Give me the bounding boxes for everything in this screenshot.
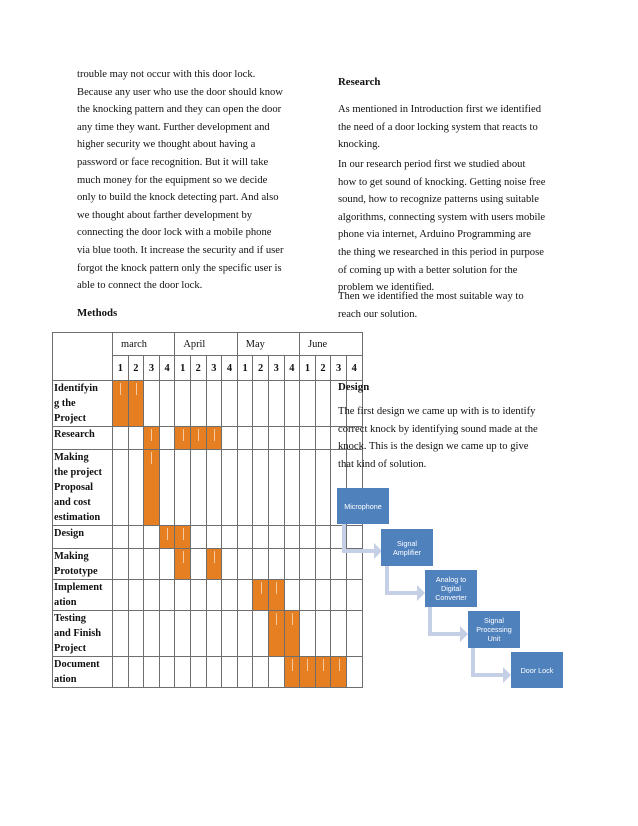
corner-cell: [53, 333, 113, 381]
gantt-empty-cell: [253, 427, 269, 450]
flow-step-signal-amplifier: Signal Amplifier: [381, 529, 433, 566]
gantt-empty-cell: [300, 549, 316, 580]
gantt-empty-cell: [113, 611, 129, 657]
gantt-empty-cell: [144, 611, 160, 657]
gantt-bar-cell: [206, 549, 222, 580]
gantt-empty-cell: [346, 611, 362, 657]
flow-arrow-2: [385, 566, 425, 601]
week-number-cell: 3: [268, 356, 284, 381]
task-label: [53, 657, 113, 688]
task-label-line: g the: [54, 398, 76, 409]
gantt-empty-cell: [190, 381, 206, 427]
gantt-empty-cell: [113, 549, 129, 580]
gantt-empty-cell: [206, 657, 222, 688]
task-label: [53, 549, 113, 580]
month-label: May: [237, 333, 299, 356]
gantt-empty-cell: [331, 611, 347, 657]
gantt-empty-cell: [113, 450, 129, 526]
gantt-empty-cell: [253, 450, 269, 526]
task-label-line: Implement: [54, 582, 103, 593]
gantt-empty-cell: [300, 580, 316, 611]
task-label: [53, 580, 113, 611]
text-line: password or face recognition. But it will take: [77, 156, 269, 168]
gantt-bar-cell: [331, 657, 347, 688]
gantt-task-row: [53, 580, 363, 611]
gantt-empty-cell: [268, 381, 284, 427]
research-paragraph-3: [338, 288, 578, 323]
gantt-empty-cell: [253, 381, 269, 427]
gantt-empty-cell: [128, 580, 144, 611]
gantt-bar-cell: [284, 611, 300, 657]
week-number-cell: 2: [253, 356, 269, 381]
gantt-task-row: [53, 526, 363, 549]
gantt-empty-cell: [268, 526, 284, 549]
gantt-empty-cell: [206, 580, 222, 611]
text-line: correct knock by identifying sound made at the: [338, 423, 538, 435]
text-line: problem we identified.: [338, 282, 435, 294]
task-label-line: estimation: [54, 512, 101, 523]
task-label-line: Making: [54, 452, 89, 463]
week-number-cell: 4: [159, 356, 175, 381]
research-heading: Research: [338, 76, 381, 88]
flow-arrow-4: [471, 648, 511, 683]
gantt-empty-cell: [175, 580, 191, 611]
gantt-empty-cell: [159, 611, 175, 657]
gantt-empty-cell: [206, 611, 222, 657]
gantt-empty-cell: [128, 611, 144, 657]
gantt-bar-cell: [175, 427, 191, 450]
gantt-empty-cell: [206, 450, 222, 526]
design-paragraph: [338, 403, 578, 473]
gantt-empty-cell: [237, 549, 253, 580]
left-continuation-paragraph: [77, 66, 317, 295]
text-line: algorithms, connecting system with users mobile: [338, 211, 546, 223]
flow-step-door-lock: Door Lock: [511, 652, 563, 688]
week-number-cell: 2: [315, 356, 331, 381]
month-label: April: [175, 333, 237, 356]
gantt-empty-cell: [331, 549, 347, 580]
gantt-empty-cell: [300, 427, 316, 450]
gantt-empty-cell: [206, 381, 222, 427]
gantt-bar-cell: [315, 657, 331, 688]
gantt-empty-cell: [144, 657, 160, 688]
gantt-empty-cell: [222, 450, 238, 526]
gantt-empty-cell: [300, 526, 316, 549]
gantt-empty-cell: [144, 381, 160, 427]
text-line: the thing we researched in this period in purpose: [338, 246, 544, 258]
gantt-bar-cell: [113, 381, 129, 427]
gantt-empty-cell: [113, 526, 129, 549]
week-number-cell: 4: [346, 356, 362, 381]
gantt-empty-cell: [253, 657, 269, 688]
text-line: sound, how to recognize patterns using suitable: [338, 194, 539, 206]
gantt-empty-cell: [128, 427, 144, 450]
text-line: In our research period first we studied about: [338, 159, 526, 170]
text-line: higher security we thought about having a: [77, 139, 256, 151]
task-label: [53, 611, 113, 657]
flow-step-signal-processing-unit: Signal Processing Unit: [468, 611, 520, 648]
gantt-empty-cell: [268, 657, 284, 688]
gantt-empty-cell: [331, 580, 347, 611]
gantt-task-row: [53, 381, 363, 427]
gantt-empty-cell: [268, 549, 284, 580]
gantt-empty-cell: [144, 580, 160, 611]
gantt-bar-cell: [159, 526, 175, 549]
gantt-empty-cell: [315, 611, 331, 657]
gantt-bar-cell: [268, 611, 284, 657]
gantt-empty-cell: [190, 657, 206, 688]
week-number-cell: 1: [300, 356, 316, 381]
research-paragraph-1: [338, 101, 578, 154]
week-number-cell: 3: [144, 356, 160, 381]
text-line: of coming up with a better solution for the: [338, 264, 518, 276]
gantt-chart-table: [52, 332, 363, 688]
gantt-empty-cell: [284, 580, 300, 611]
gantt-bar-cell: [128, 381, 144, 427]
gantt-empty-cell: [175, 381, 191, 427]
gantt-empty-cell: [175, 611, 191, 657]
gantt-empty-cell: [315, 580, 331, 611]
gantt-bar-cell: [175, 549, 191, 580]
gantt-empty-cell: [159, 657, 175, 688]
gantt-empty-cell: [237, 657, 253, 688]
gantt-empty-cell: [268, 427, 284, 450]
gantt-empty-cell: [284, 381, 300, 427]
text-line: we thought about farther development by: [77, 209, 253, 221]
gantt-bar-cell: [144, 427, 160, 450]
task-label-line: and Finish: [54, 628, 102, 639]
task-label-line: ation: [54, 674, 77, 685]
text-line: trouble may not occur with this door lock.: [77, 69, 256, 80]
task-label-line: Project: [54, 643, 87, 654]
text-line: much money for the equipment so we decide: [77, 174, 268, 186]
gantt-empty-cell: [175, 657, 191, 688]
task-label-line: Document: [54, 659, 100, 670]
gantt-empty-cell: [222, 427, 238, 450]
flow-step-microphone: Microphone: [337, 488, 389, 524]
gantt-empty-cell: [222, 381, 238, 427]
task-label-line: Research: [54, 429, 95, 440]
gantt-empty-cell: [237, 450, 253, 526]
gantt-empty-cell: [300, 450, 316, 526]
flow-step-adc: Analog to Digital Converter: [425, 570, 477, 607]
task-label: [53, 450, 113, 526]
gantt-empty-cell: [128, 657, 144, 688]
task-label-line: and cost: [54, 497, 91, 508]
week-number-cell: 3: [331, 356, 347, 381]
text-line: phone via internet, Arduino Programming are: [338, 229, 531, 241]
gantt-task-row: [53, 450, 363, 526]
gantt-empty-cell: [237, 580, 253, 611]
task-label: [53, 381, 113, 427]
gantt-empty-cell: [284, 450, 300, 526]
gantt-empty-cell: [222, 580, 238, 611]
gantt-empty-cell: [253, 526, 269, 549]
gantt-empty-cell: [284, 549, 300, 580]
task-label: [53, 427, 113, 450]
gantt-empty-cell: [128, 549, 144, 580]
task-label-line: Testing: [54, 613, 86, 624]
month-label: June: [300, 333, 362, 356]
task-label-line: the project: [54, 467, 102, 478]
gantt-empty-cell: [284, 526, 300, 549]
task-label: [53, 526, 113, 549]
gantt-empty-cell: [190, 549, 206, 580]
gantt-bar-cell: [268, 580, 284, 611]
gantt-bar-cell: [144, 450, 160, 526]
task-label-line: ation: [54, 597, 77, 608]
design-heading: Design: [338, 381, 370, 393]
month-header-row: [53, 333, 363, 356]
text-line: The first design we came up with is to identify: [338, 406, 536, 417]
gantt-bar-cell: [300, 657, 316, 688]
text-line: the knocking pattern and they can open the door: [77, 104, 282, 116]
text-line: As mentioned in Introduction first we identified: [338, 104, 542, 115]
gantt-bar-cell: [284, 657, 300, 688]
week-number-cell: 3: [206, 356, 222, 381]
task-label-line: Prototype: [54, 566, 98, 577]
gantt-empty-cell: [190, 611, 206, 657]
week-number-cell: 1: [113, 356, 129, 381]
gantt-empty-cell: [159, 381, 175, 427]
gantt-empty-cell: [175, 450, 191, 526]
gantt-empty-cell: [237, 381, 253, 427]
gantt-task-row: [53, 549, 363, 580]
gantt-bar-cell: [206, 427, 222, 450]
task-label-line: Identifyin: [54, 383, 98, 394]
gantt-empty-cell: [315, 381, 331, 427]
gantt-empty-cell: [315, 549, 331, 580]
text-line: Because any user who use the door should know: [77, 86, 283, 98]
gantt-empty-cell: [222, 549, 238, 580]
gantt-empty-cell: [144, 549, 160, 580]
gantt-empty-cell: [190, 450, 206, 526]
gantt-bar-cell: [190, 427, 206, 450]
gantt-task-row: [53, 427, 363, 450]
flow-arrow-3: [428, 607, 468, 642]
gantt-empty-cell: [159, 450, 175, 526]
week-number-cell: 2: [190, 356, 206, 381]
gantt-empty-cell: [237, 611, 253, 657]
text-line: connecting the door lock with a mobile phone: [77, 227, 272, 239]
text-line: only to build the knock detecting part. And also: [77, 192, 279, 204]
gantt-empty-cell: [190, 526, 206, 549]
gantt-empty-cell: [113, 580, 129, 611]
text-line: forgot the knock pattern only the specific user is: [77, 262, 282, 274]
week-number-cell: 4: [284, 356, 300, 381]
gantt-empty-cell: [144, 526, 160, 549]
gantt-empty-cell: [113, 657, 129, 688]
research-paragraph-2: [338, 156, 578, 297]
gantt-empty-cell: [284, 427, 300, 450]
gantt-empty-cell: [128, 450, 144, 526]
text-line: how to get sound of knocking. Getting noise free: [338, 176, 546, 188]
gantt-empty-cell: [315, 450, 331, 526]
text-line: able to connect the door lock.: [77, 280, 203, 292]
week-number-cell: 1: [237, 356, 253, 381]
gantt-empty-cell: [253, 611, 269, 657]
week-number-cell: 1: [175, 356, 191, 381]
gantt-empty-cell: [346, 549, 362, 580]
gantt-empty-cell: [159, 427, 175, 450]
text-line: the need of a door locking system that reacts to: [338, 121, 538, 133]
gantt-empty-cell: [159, 549, 175, 580]
gantt-bar-cell: [175, 526, 191, 549]
text-line: reach our solution.: [338, 308, 418, 320]
text-line: any time they want. Further development and: [77, 121, 270, 133]
gantt-empty-cell: [190, 580, 206, 611]
gantt-task-row: [53, 611, 363, 657]
task-label-line: Design: [54, 528, 85, 539]
gantt-empty-cell: [315, 427, 331, 450]
gantt-empty-cell: [253, 549, 269, 580]
gantt-empty-cell: [206, 526, 222, 549]
month-label: march: [113, 333, 175, 356]
gantt-empty-cell: [159, 580, 175, 611]
gantt-empty-cell: [237, 526, 253, 549]
gantt-empty-cell: [222, 526, 238, 549]
text-line: Then we identified the most suitable way to: [338, 291, 524, 302]
text-line: via blue tooth. It increase the security and if user: [77, 244, 284, 256]
task-label-line: Proposal: [54, 482, 94, 493]
gantt-empty-cell: [268, 450, 284, 526]
task-label-line: Making: [54, 551, 89, 562]
gantt-empty-cell: [346, 580, 362, 611]
gantt-empty-cell: [346, 526, 362, 549]
gantt-empty-cell: [128, 526, 144, 549]
gantt-empty-cell: [315, 526, 331, 549]
gantt-task-row: [53, 657, 363, 688]
gantt-empty-cell: [300, 611, 316, 657]
week-number-cell: 4: [222, 356, 238, 381]
text-line: that kind of solution.: [338, 458, 427, 470]
gantt-empty-cell: [346, 657, 362, 688]
gantt-empty-cell: [222, 657, 238, 688]
gantt-empty-cell: [222, 611, 238, 657]
gantt-empty-cell: [237, 427, 253, 450]
week-number-cell: 2: [128, 356, 144, 381]
text-line: knock. This is the design we came up to give: [338, 441, 529, 453]
gantt-empty-cell: [300, 381, 316, 427]
gantt-empty-cell: [331, 526, 347, 549]
gantt-empty-cell: [113, 427, 129, 450]
gantt-bar-cell: [253, 580, 269, 611]
text-line: knocking.: [338, 139, 381, 151]
methods-heading: Methods: [77, 307, 118, 319]
task-label-line: Project: [54, 413, 87, 424]
